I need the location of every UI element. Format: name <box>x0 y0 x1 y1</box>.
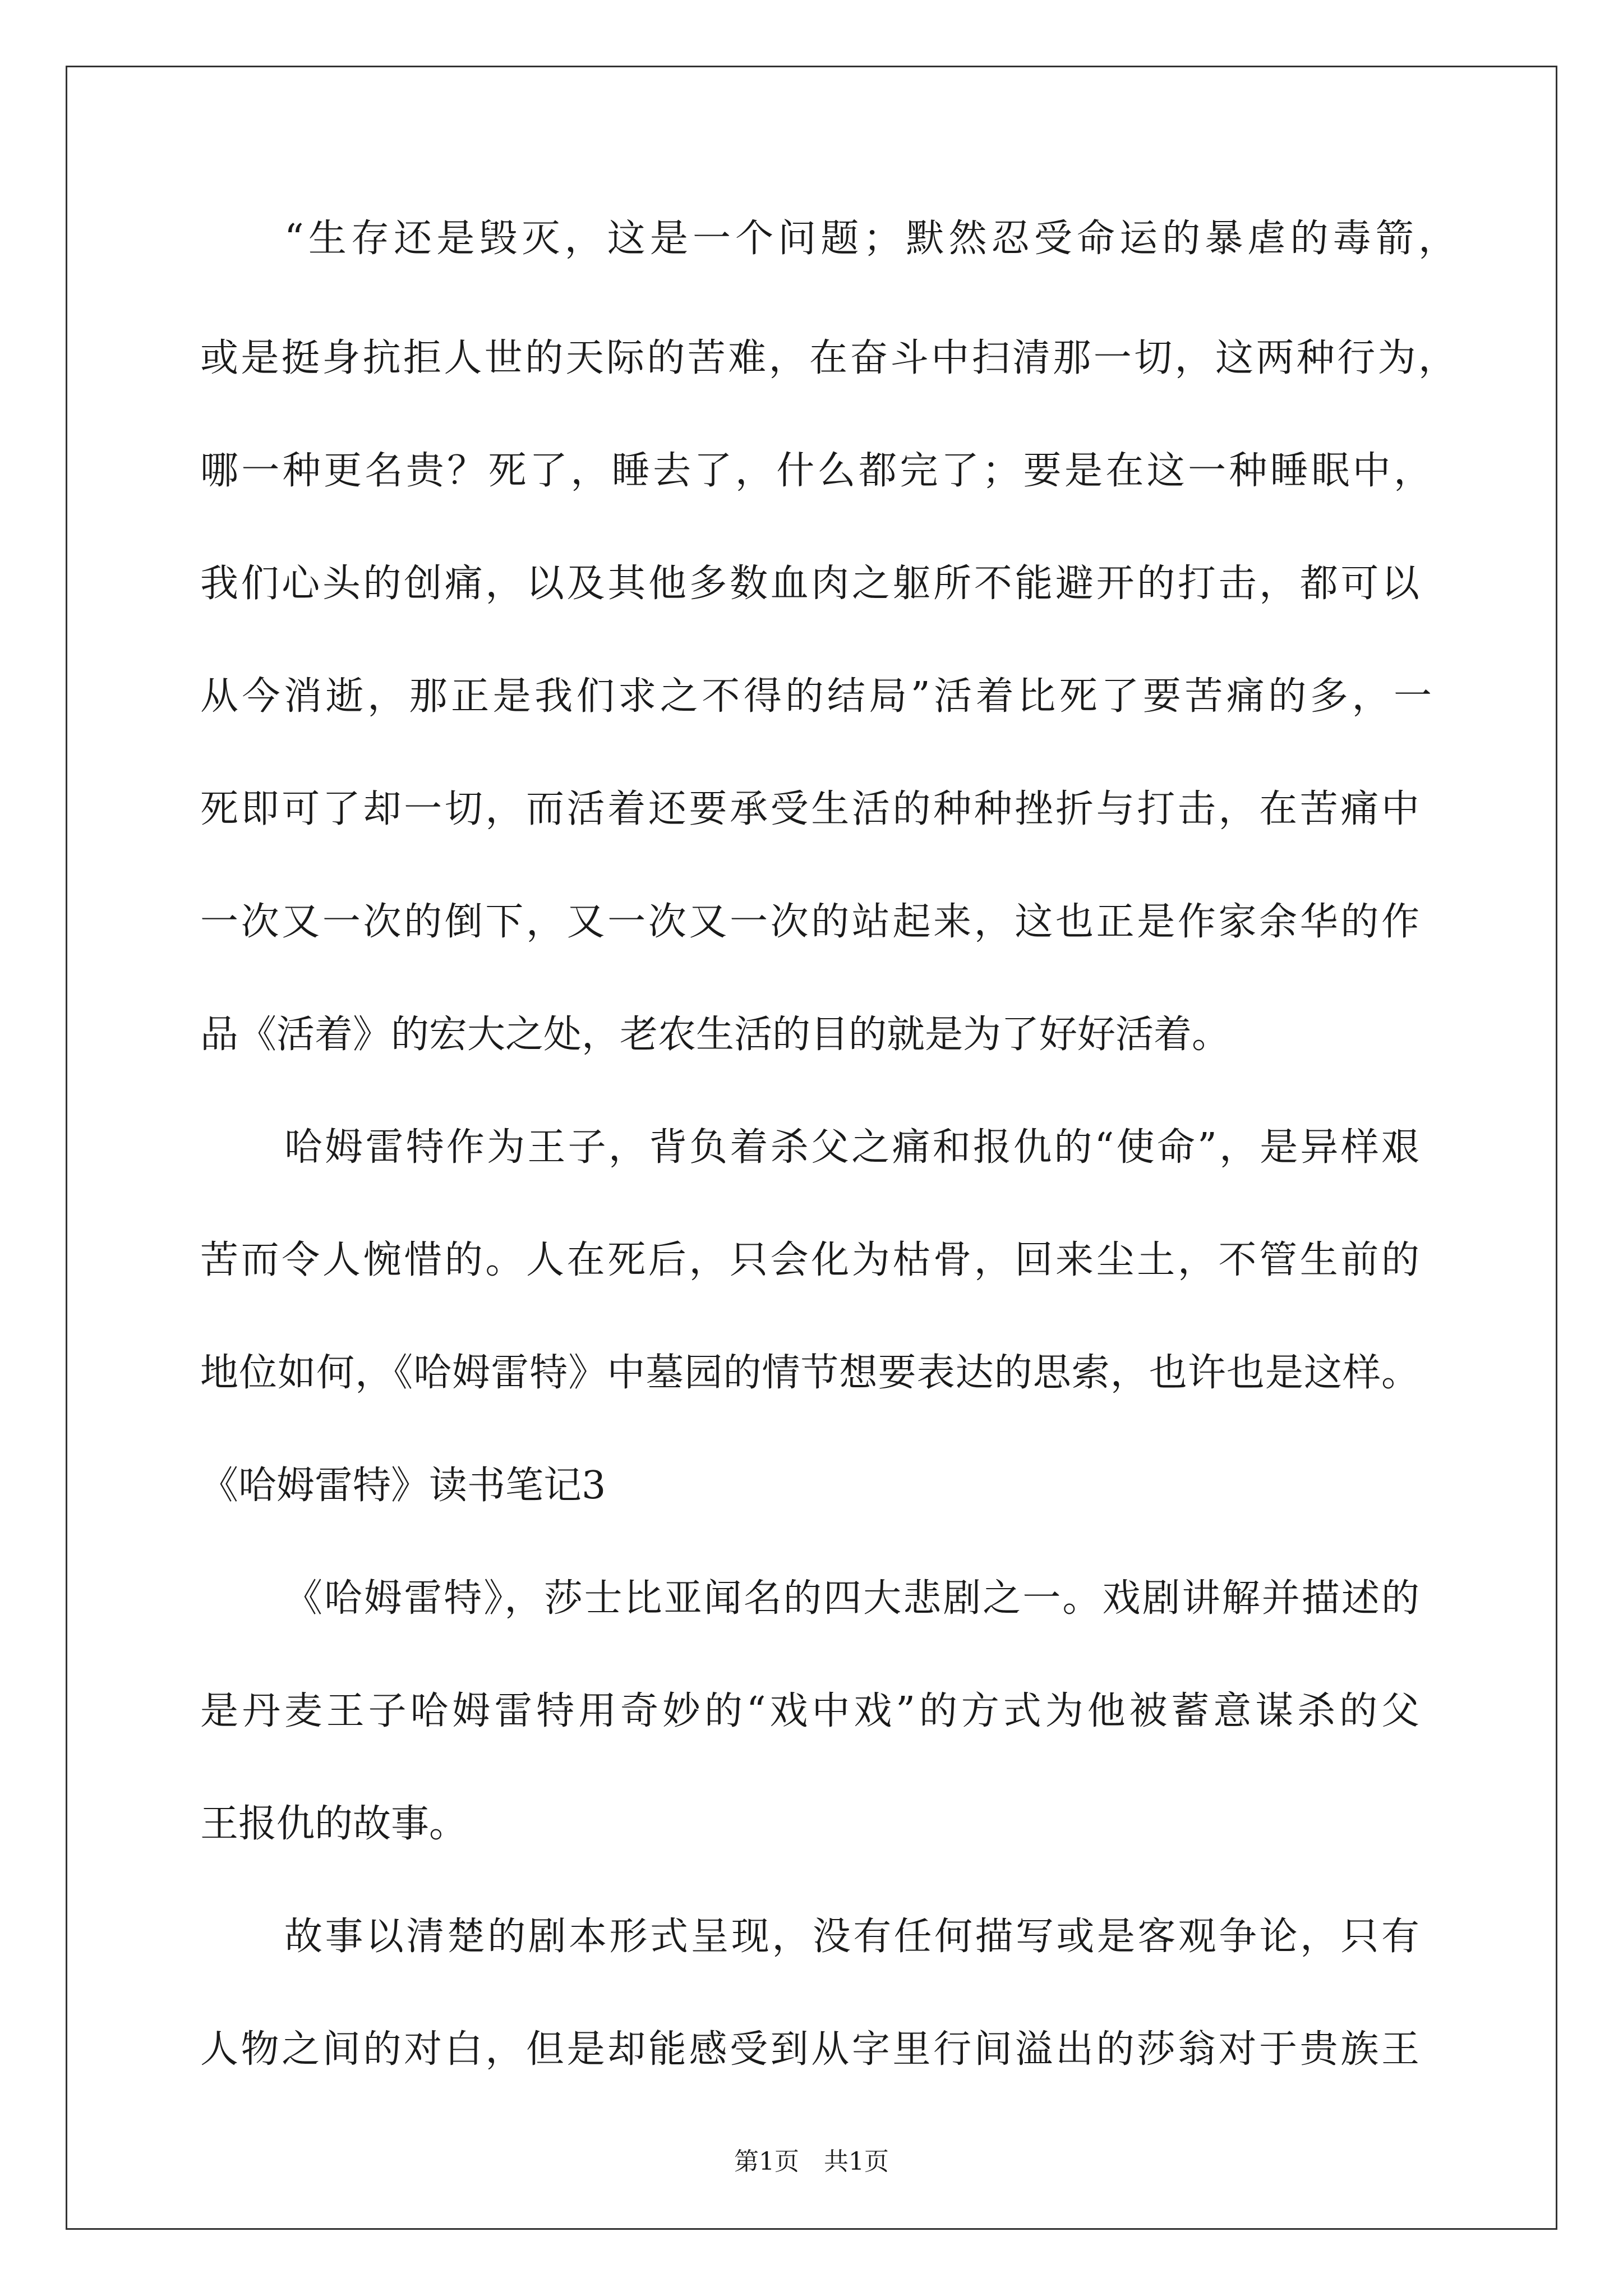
text-line: 是丹麦王子哈姆雷特用奇妙的“戏中戏”的方式为他被蓄意谋杀的父 <box>200 1689 1419 1733</box>
text-line: 或是挺身抗拒人世的天际的苦难，在奋斗中扫清那一切，这两种行为， <box>200 336 1456 380</box>
section-heading: 《哈姆雷特》读书笔记3 <box>200 1464 606 1508</box>
text-line: 哈姆雷特作为王子，背负着杀父之痛和报仇的“使命”，是异样艰 <box>284 1125 1419 1170</box>
text-line: 品《活着》的宏大之处，老农生活的目的就是为了好好活着。 <box>200 1013 1230 1057</box>
text-line: 故事以清楚的剧本形式呈现，没有任何描写或是客观争论，只有 <box>284 1915 1419 1959</box>
text-line: 哪一种更名贵？死了，睡去了，什么都完了；要是在这一种睡眠中， <box>200 449 1432 493</box>
text-line: 死即可了却一切，而活着还要承受生活的种种挫折与打击，在苦痛中 <box>200 787 1419 831</box>
text-line: 从今消逝，那正是我们求之不得的结局”活着比死了要苦痛的多，一 <box>200 674 1432 719</box>
text-line: “生存还是毁灭，这是一个问题；默然忍受命运的暴虐的毒箭， <box>284 217 1456 261</box>
text-line: 人物之间的对白，但是却能感受到从字里行间溢出的莎翁对于贵族王 <box>200 2027 1419 2072</box>
text-line: 《哈姆雷特》，莎士比亚闻名的四大悲剧之一。戏剧讲解并描述的 <box>284 1576 1419 1621</box>
page-number-footer: 第1页 共1页 <box>734 2147 889 2176</box>
text-line: 我们心头的创痛，以及其他多数血肉之躯所不能避开的打击，都可以 <box>200 562 1419 606</box>
text-line: 地位如何，《哈姆雷特》中墓园的情节想要表达的思索，也许也是这样。 <box>200 1351 1419 1395</box>
text-line: 苦而令人惋惜的。人在死后，只会化为枯骨，回来尘土，不管生前的 <box>200 1238 1419 1282</box>
text-line: 王报仇的故事。 <box>200 1802 468 1846</box>
text-line: 一次又一次的倒下，又一次又一次的站起来，这也正是作家余华的作 <box>200 900 1419 944</box>
